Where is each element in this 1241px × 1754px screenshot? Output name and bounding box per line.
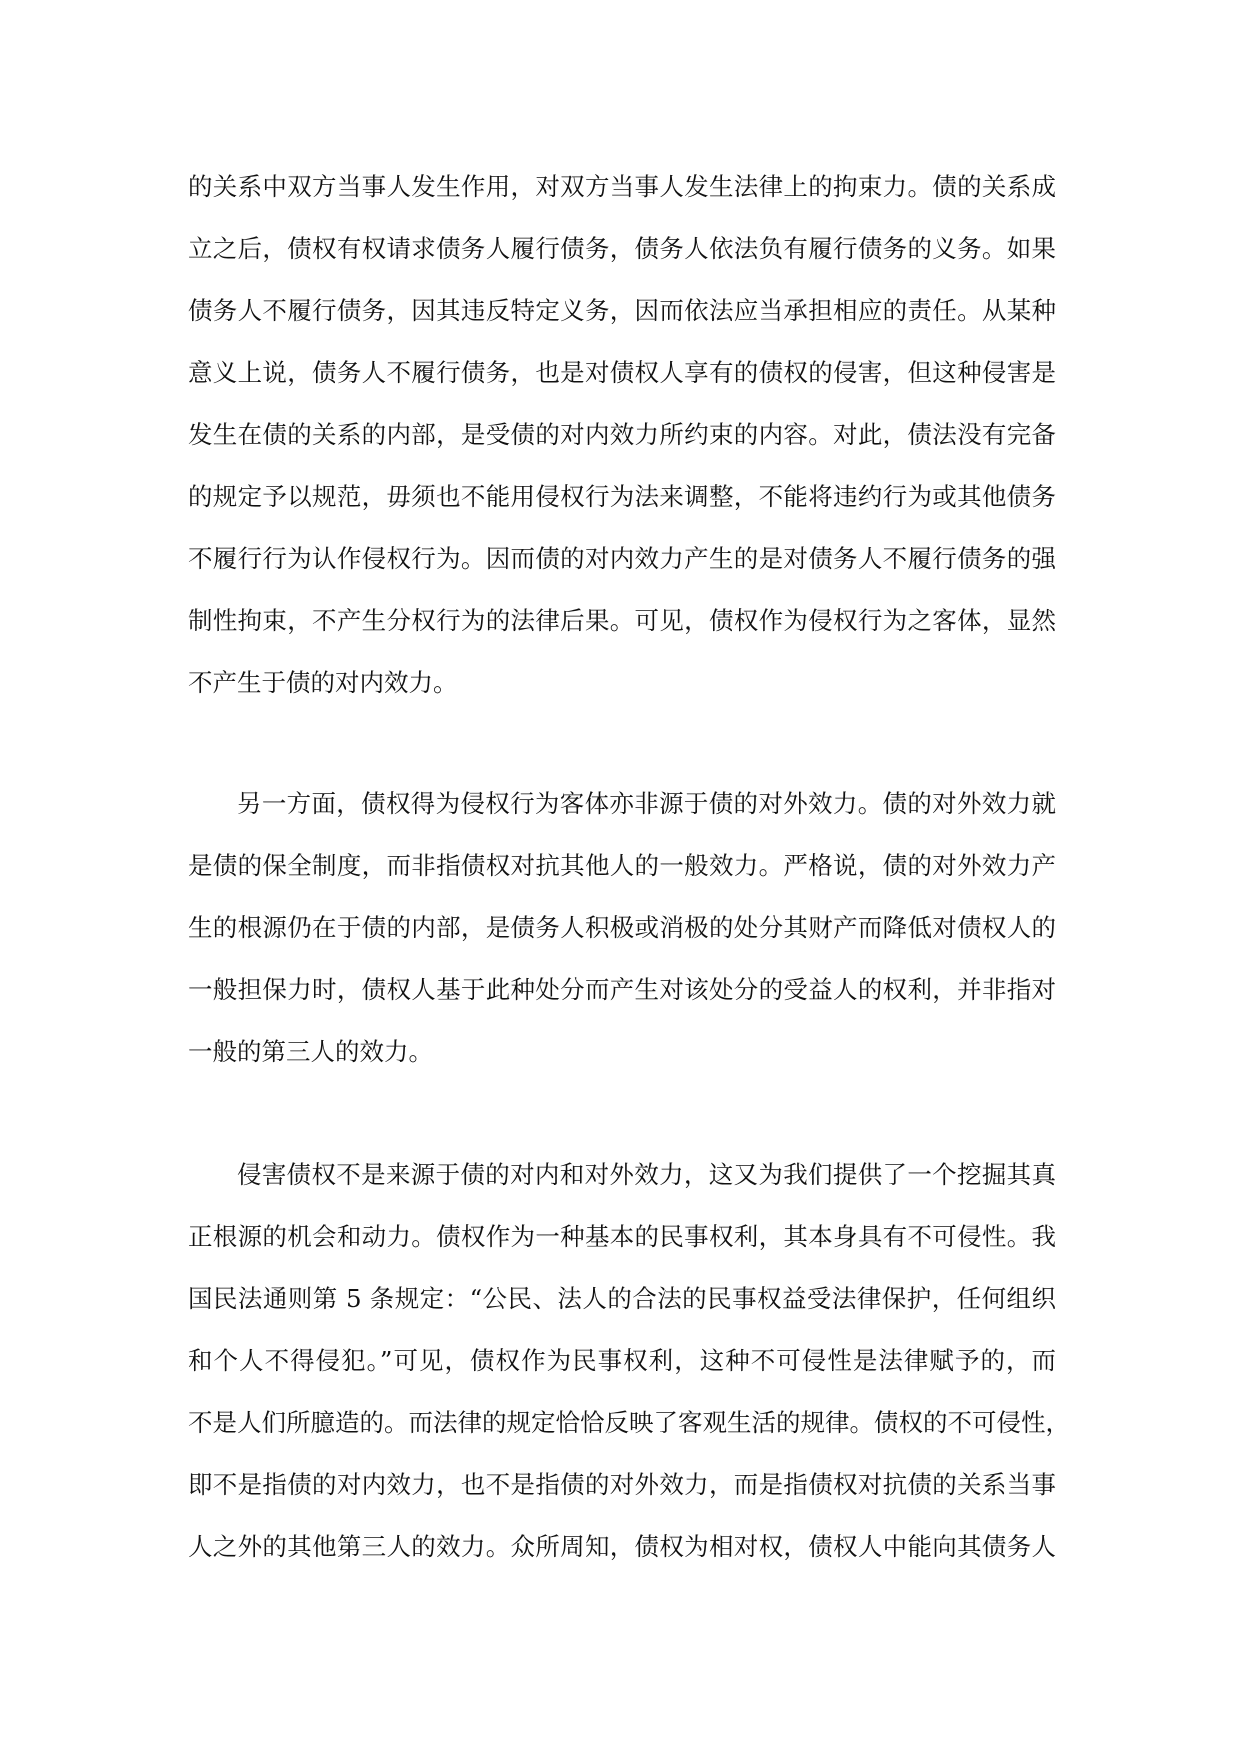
text-line: 发生在债的关系的内部，是受债的对内效力所约束的内容。对此，债法没有完备 (188, 420, 1056, 449)
text-line: 另一方面，债权得为侵权行为客体亦非源于债的对外效力。债的对外效力就 (237, 789, 1056, 818)
text-line: 立之后，债权有权请求债务人履行债务，债务人依法负有履行债务的义务。如果 (188, 234, 1056, 263)
text-line: 的规定予以规范，毋须也不能用侵权行为法来调整，不能将违约行为或其他债务 (188, 482, 1056, 511)
text-line: 不履行行为认作侵权行为。因而债的对内效力产生的是对债务人不履行债务的强 (188, 544, 1056, 573)
text-line: 一般的第三人的效力。 (188, 1037, 433, 1066)
paragraph-3 (188, 1144, 1070, 1578)
paragraph-1 (188, 156, 1056, 714)
text-line: 的关系中双方当事人发生作用，对双方当事人发生法律上的拘束力。债的关系成 (188, 172, 1056, 201)
text-line: 不是人们所臆造的。而法律的规定恰恰反映了客观生活的规律。债权的不可侵性， (188, 1408, 1070, 1437)
text-line: 和个人不得侵犯。”可见，债权作为民事权利，这种不可侵性是法律赋予的，而 (188, 1346, 1056, 1375)
text-line: 制性拘束，不产生分权行为的法律后果。可见，债权作为侵权行为之客体，显然 (188, 606, 1056, 635)
text-line: 意义上说，债务人不履行债务，也是对债权人享有的债权的侵害，但这种侵害是 (188, 358, 1056, 387)
text-line: 正根源的机会和动力。债权作为一种基本的民事权利，其本身具有不可侵性。我 (188, 1222, 1056, 1251)
text-line: 侵害债权不是来源于债的对内和对外效力，这又为我们提供了一个挖掘其真 (237, 1160, 1056, 1189)
paragraph-2 (188, 773, 1056, 1083)
text-line: 一般担保力时，债权人基于此种处分而产生对该处分的受益人的权利，并非指对 (188, 975, 1056, 1004)
text-line: 人之外的其他第三人的效力。众所周知，债权为相对权，债权人中能向其债务人 (188, 1532, 1056, 1561)
text-line: 即不是指债的对内效力，也不是指债的对外效力，而是指债权对抗债的关系当事 (188, 1470, 1056, 1499)
text-line: 国民法通则第 5 条规定：“公民、法人的合法的民事权益受法律保护，任何组织 (188, 1284, 1056, 1313)
text-line: 不产生于债的对内效力。 (188, 668, 458, 697)
text-line: 生的根源仍在于债的内部，是债务人积极或消极的处分其财产而降低对债权人的 (188, 913, 1056, 942)
text-line: 债务人不履行债务，因其违反特定义务，因而依法应当承担相应的责任。从某种 (188, 296, 1056, 325)
text-line: 是债的保全制度，而非指债权对抗其他人的一般效力。严格说，债的对外效力产 (188, 851, 1056, 880)
